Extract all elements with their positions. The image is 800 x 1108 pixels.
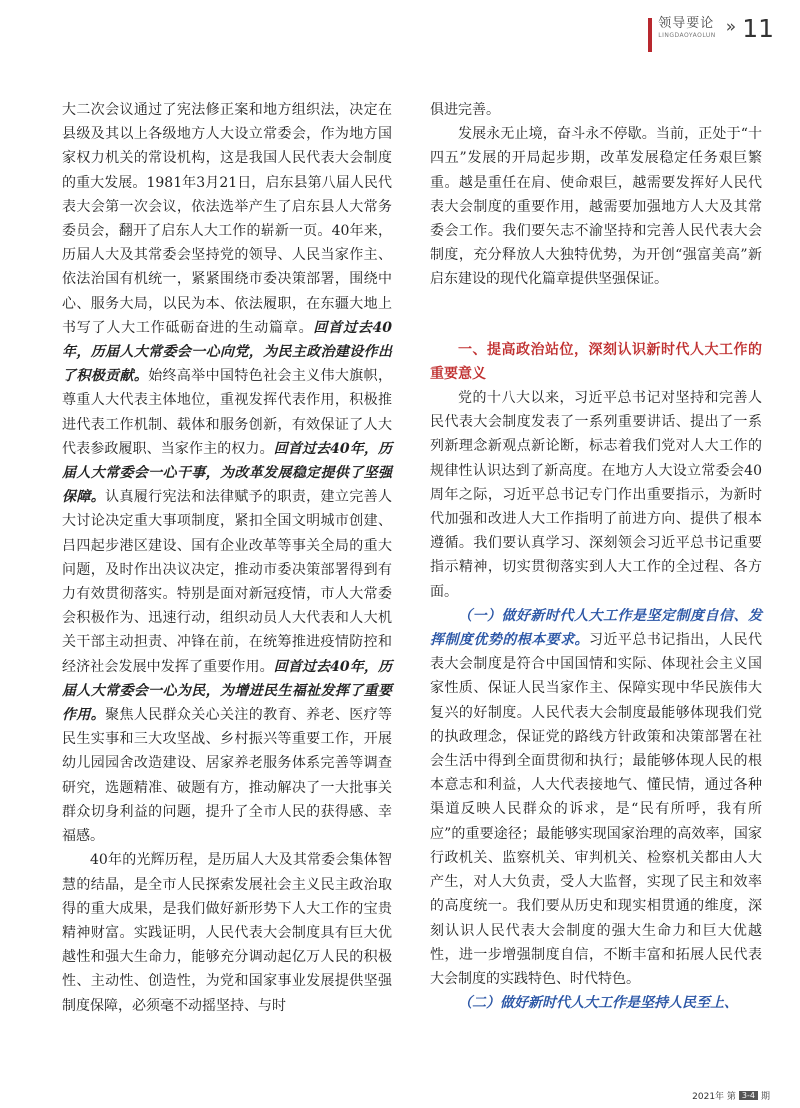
- section-heading: 一、提高政治站位，深刻认识新时代人大工作的重要意义: [430, 341, 762, 382]
- page-number: 11: [742, 14, 774, 43]
- right-column: [430, 98, 762, 1015]
- column-name-pinyin: LINGDAOYAOLUN: [658, 32, 716, 39]
- issue-suffix: 期: [760, 1092, 770, 1102]
- paragraph: 大二次会议通过了宪法修正案和地方组织法，决定在县级及其以上各级地方人大设立常委会，作为地方国家权力机关的常设机构，这是我国人民代表大会制度的重大发展。1981年3月21日，启东县第八届人民代表大会第一次会议，依法选举产生了启东县人大常务委员会，翻开了启东人大工作的崭新一页。40年来，历届人大及其常委会坚持党的领导、人民当家作主、依法治国有机统一，紧紧围绕市委决策部署，围绕中心、服务大局，以民为本、依法履职，在东疆大地上书写了人大工作砥砺奋进的生动篇章。回首过去40年，历届人大常委会一心向党，为民主政治建设作出了积极贡献。始终高举中国特色社会主义伟大旗帜，尊重人大代表主体地位，重视发挥代表作用，积极推进代表工作机制、载体和服务创新，有效保证了人大代表参政履职、当家作主的权力。回首过去40年，历届人大常委会一心干事，为改革发展稳定提供了坚强保障。认真履行宪法和法律赋予的职责，建立完善人大讨论决定重大事项制度，紧扣全国文明城市创建、吕四起步港区建设、国有企业改革等事关全局的重大问题，及时作出决议决定，推动市委决策部署得到有力有效贯彻落实。特别是面对新冠疫情，市人大常委会积极作为、迅速行动，组织动员人大代表和人大机关干部主动担责、冲锋在前，在统筹推进疫情防控和经济社会发展中发挥了重要作用。回首过去40年，历届人大常委会一心为民，为增进民生福祉发挥了重要作用。聚焦人民群众关心关注的教育、养老、医疗等民生实事和三大攻坚战、乡村振兴等重要工作，开展幼儿园园舍改造建设、居家养老服务体系完善等调查研究，选题精准、破题有方，推动解决了一大批事关群众切身利益的问题，提升了全市人民的获得感、幸福感。: [62, 102, 393, 845]
- page-header: [648, 14, 774, 54]
- paragraph: 党的十八大以来，习近平总书记对坚持和完善人民代表大会制度发表了一系列重要讲话、提出了一系列新理念新观点新论断，标志着我们党对人大工作的规律性认识达到了新高度。在地方人大设立常委会40周年之际，习近平总书记专门作出重要指示，为新时代加强和改进人大工作指明了前进方向、提供了根本遵循。我们要认真学习、深刻领会习近平总书记重要指示精神，切实贯彻落实到人大工作的全过程、各方面。: [430, 390, 762, 600]
- double-chevron-icon: »: [725, 17, 737, 37]
- paragraph: [430, 991, 762, 1015]
- page-footer: [692, 1089, 770, 1102]
- issue-year: 2021年 第: [692, 1092, 736, 1102]
- paragraph: 发展永无止境，奋斗永不停歇。当前，正处于“十四五”发展的开局起步期，改革发展稳定任务艰巨繁重。越是重任在肩、使命艰巨，越需要发挥好人民代表大会制度的重要作用，越需要加强地方人大及其常委会工作。我们要矢志不渝坚持和完善人民代表大会制度，充分释放人大独特优势，为开创“强富美高”新启东建设的现代化篇章提供坚强保证。: [430, 126, 762, 288]
- column-name: 领导要论: [658, 16, 715, 31]
- subheading: （二）做好新时代人大工作是坚持人民至上、: [458, 995, 738, 1012]
- emphasis-text: 回首过去40年，历届人大常委会一心为民，为增进民生福祉发挥了重要作用。: [62, 658, 393, 724]
- issue-number: 3-4: [739, 1091, 758, 1100]
- column-title: [658, 16, 716, 40]
- left-column: [62, 98, 392, 1018]
- subheading: （一）做好新时代人大工作是坚定制度自信、发挥制度优势的根本要求。: [430, 607, 762, 649]
- emphasis-text: 回首过去40年，历届人大常委会一心向党，为民主政治建设作出了积极贡献。: [62, 319, 393, 385]
- emphasis-text: 回首过去40年，历届人大常委会一心干事，为改革发展稳定提供了坚强保障。: [62, 440, 393, 506]
- header-accent-bar: [648, 18, 652, 52]
- paragraph: 俱进完善。: [430, 102, 500, 118]
- paragraph: （一）做好新时代人大工作是坚定制度自信、发挥制度优势的根本要求。习近平总书记指出，人民代表大会制度是符合中国国情和实际、体现社会主义国家性质、保证人民当家作主、保障实现中华民族伟大复兴的好制度。人民代表大会制度最能够体现我们党的执政理念，保证党的路线方针政策和决策部署在社会生活中得到全面贯彻和执行；最能够体现人民的根本意志和利益，人大代表接地气、懂民情，通过各种渠道反映人民群众的诉求，是“民有所呼，我有所应”的重要途径；最能够实现国家治理的高效率，国家行政机关、监察机关、审判机关、检察机关都由人大产生，对人大负责，受人大监督，实现了民主和效率的高度统一。我们要从历史和现实相贯通的维度，深刻认识人民代表大会制度的强大生命力和巨大优越性，进一步增强制度自信，不断丰富和拓展人民代表大会制度的实践特色、时代特色。: [430, 607, 762, 987]
- paragraph: 40年的光辉历程，是历届人大及其常委会集体智慧的结晶，是全市人民探索发展社会主义民主政治取得的重大成果，是我们做好新形势下人大工作的宝贵精神财富。实践证明，人民代表大会制度具有巨大优越性和强大生命力，能够充分调动起亿万人民的积极性、主动性、创造性，为党和国家事业发展提供坚强制度保障，必须毫不动摇坚持、与时: [62, 852, 392, 1014]
